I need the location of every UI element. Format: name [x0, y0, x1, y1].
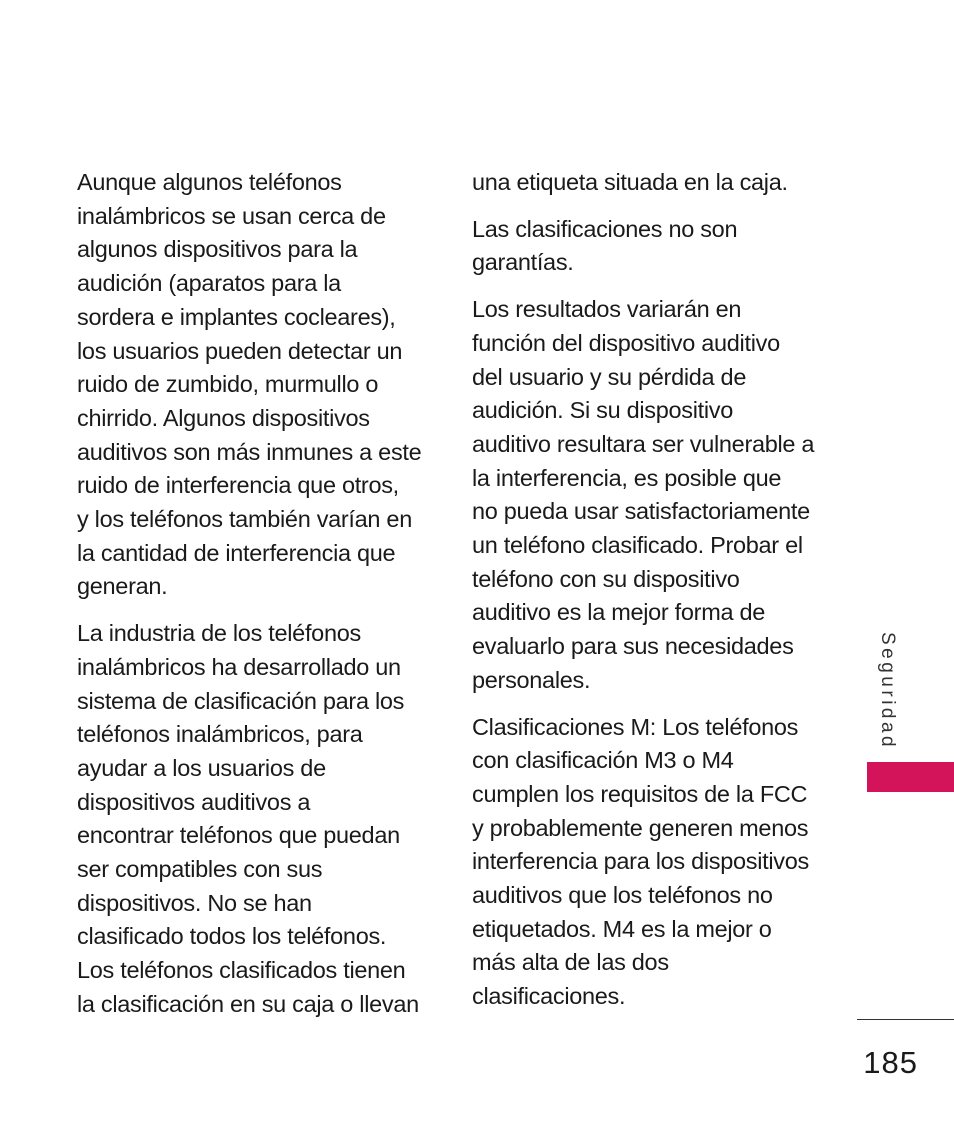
section-tab-marker: [867, 762, 954, 792]
text-line: Los resultados variarán en: [472, 296, 742, 323]
text-line: sordera e implantes cocleares),: [77, 303, 396, 330]
text-line: dispositivos. No se han: [77, 889, 312, 916]
text-line: cumplen los requisitos de la FCC: [472, 780, 808, 807]
text-line: sistema de clasificación para los: [77, 687, 405, 714]
text-line: evaluarlo para sus necesidades: [472, 633, 794, 660]
text-line: no pueda usar satisfactoriamente: [472, 498, 810, 525]
text-line: inalámbricos ha desarrollado un: [77, 653, 401, 680]
text-line: los usuarios pueden detectar un: [77, 337, 403, 364]
text-line: inalámbricos se usan cerca de: [77, 202, 386, 229]
right-column: [472, 166, 824, 1027]
text-line: etiquetados. M4 es la mejor o: [472, 915, 772, 942]
text-line: auditivo resultara ser vulnerable a: [472, 430, 815, 457]
paragraph: [472, 166, 824, 200]
text-line: La industria de los teléfonos: [77, 620, 361, 647]
text-line: del usuario y su pérdida de: [472, 363, 747, 390]
text-line: auditivos que los teléfonos no: [472, 882, 773, 909]
text-line: la clasificación en su caja o llevan: [77, 990, 419, 1017]
text-line: chirrido. Algunos dispositivos: [77, 404, 370, 431]
left-column: [77, 166, 427, 1035]
text-line: la cantidad de interferencia que: [77, 539, 396, 566]
text-line: ayudar a los usuarios de: [77, 754, 326, 781]
section-label: Seguridad: [877, 632, 898, 751]
text-line: clasificado todos los teléfonos.: [77, 923, 387, 950]
text-line: Clasificaciones M: Los teléfonos: [472, 713, 799, 740]
text-line: y los teléfonos también varían en: [77, 506, 412, 533]
page-number: 185: [863, 1045, 918, 1080]
text-line: clasificaciones.: [472, 983, 626, 1010]
text-line: teléfonos inalámbricos, para: [77, 721, 363, 748]
text-line: ser compatibles con sus: [77, 856, 323, 883]
text-line: garantías.: [472, 249, 574, 276]
text-line: interferencia para los dispositivos: [472, 848, 809, 875]
text-line: personales.: [472, 666, 591, 693]
text-line: Las clasificaciones no son: [472, 215, 738, 242]
text-line: auditivo es la mejor forma de: [472, 599, 766, 626]
text-line: con clasificación M3 o M4: [472, 747, 734, 774]
text-line: y probablemente generen menos: [472, 814, 809, 841]
paragraph: [77, 617, 427, 1021]
text-line: teléfono con su dispositivo: [472, 565, 740, 592]
text-line: más alta de las dos: [472, 949, 669, 976]
paragraph: [472, 213, 824, 280]
text-line: la interferencia, es posible que: [472, 464, 782, 491]
text-line: audición (aparatos para la: [77, 270, 341, 297]
text-line: audición. Si su dispositivo: [472, 397, 733, 424]
text-line: una etiqueta situada en la caja.: [472, 169, 788, 195]
text-line: función del dispositivo auditivo: [472, 329, 780, 356]
paragraph: [472, 711, 824, 1014]
text-line: encontrar teléfonos que puedan: [77, 822, 400, 849]
text-line: ruido de interferencia que otros,: [77, 472, 399, 499]
text-line: Los teléfonos clasificados tienen: [77, 957, 406, 984]
text-line: algunos dispositivos para la: [77, 236, 358, 263]
text-line: Aunque algunos teléfonos: [77, 169, 342, 195]
text-line: dispositivos auditivos a: [77, 788, 311, 815]
text-line: generan.: [77, 573, 168, 600]
paragraph: [77, 166, 427, 604]
footer-rule: [857, 1019, 954, 1020]
paragraph: [472, 293, 824, 697]
text-line: auditivos son más inmunes a este: [77, 438, 422, 465]
text-line: un teléfono clasificado. Probar el: [472, 532, 803, 559]
text-line: ruido de zumbido, murmullo o: [77, 371, 379, 398]
